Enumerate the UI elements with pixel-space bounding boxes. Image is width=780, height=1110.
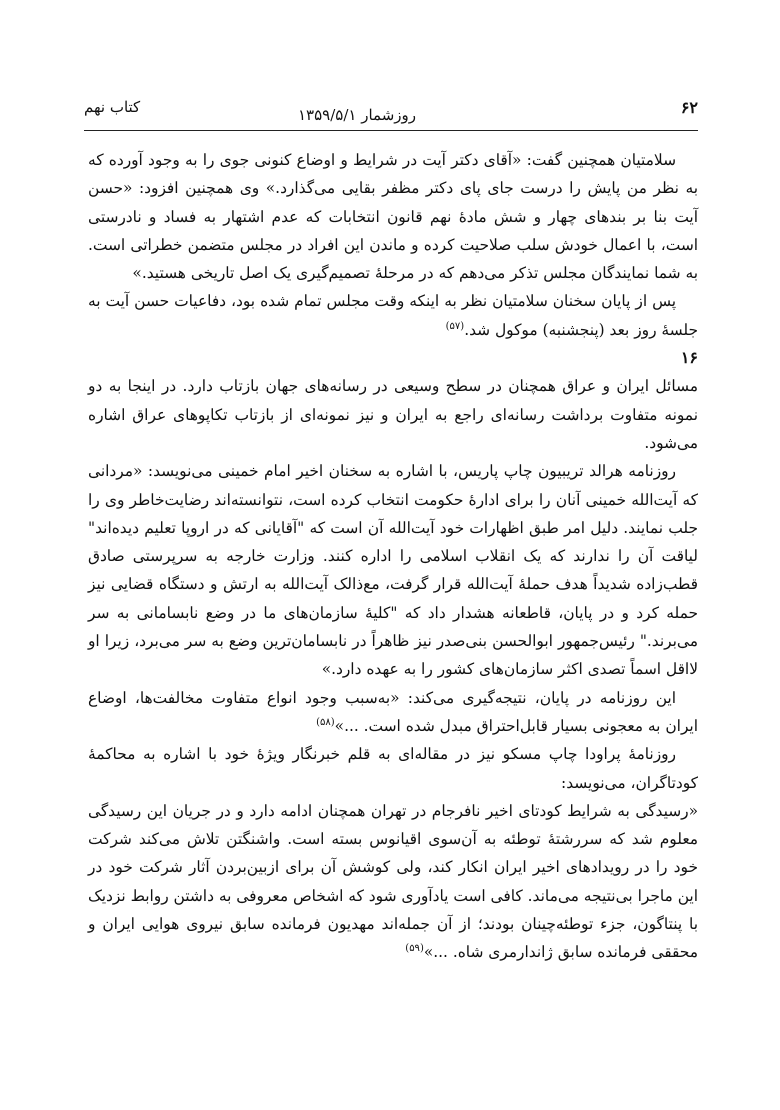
footnote-ref: (۵۷) <box>445 320 465 332</box>
paragraph: روزنامهٔ پراودا چاپ مسکو نیز در مقاله‌ای به قلم خبرنگار ویژهٔ خود با اشاره به محاکمهٔ کودتاگران، می‌نویسد: <box>88 745 698 792</box>
document-body <box>88 146 698 967</box>
footnote-ref: (۵۸) <box>316 716 335 728</box>
date-line: روزشمار ۱۳۵۹/۵/۱ <box>297 106 416 124</box>
paragraph: مسائل ایران و عراق همچنان در سطح وسیعی در رسانه‌های جهان بازتاب دارد. در اینجا به دو نمونه متفاوت برداشت رسانه‌ای راجع به ایران و نیز نمونه‌ای از بازتاب تکاپوهای عراق اشاره می‌شود. <box>88 377 698 452</box>
page-number: ۶۲ <box>680 98 698 117</box>
book-title: کتاب نهم <box>84 98 141 116</box>
header-rule <box>84 130 698 131</box>
section-number: ۱۶ <box>680 348 698 368</box>
footnote-ref: (۵۹) <box>405 943 424 955</box>
paragraph: سلامتیان همچنین گفت: «آقای دکتر آیت در شرایط و اوضاع کنونی جوی را به وجود آورده که به نظر من پایش را درست جای پای دکتر مظفر بقایی می‌گذارد.» وی همچنین افزود: «حسن آیت بنا بر بندهای چهار و شش مادهٔ نهم قانون انتخابات که عدم اشتهار به فساد و نادرستی است، با اعمال خودش سلب صلاحیت کرده و ماندن این افراد در مجلس متضمن خطراتی است. به شما نمایندگان مجلس تذکر می‌دهم که در مرحلهٔ تصمیم‌گیری یک اصل تاریخی هستید.» <box>88 151 698 283</box>
paragraph: پس از پایان سخنان سلامتیان نظر به اینکه وقت مجلس تمام شده بود، دفاعیات حسن آیت به جلسهٔ روز بعد (پنجشنبه) موکول شد.$^{(۵۷)}$ <box>88 292 698 339</box>
paragraph: «رسیدگی به شرایط کودتای اخیر نافرجام در تهران همچنان ادامه دارد و در جریان این رسیدگی معلوم شد که سررشتهٔ توطئه به آن‌سوی اقیانوس بسته است. واشنگتن تلاش می‌کند شرکت خود را در رویدادهای اخیر ایران انکار کند، ولی کوشش آن برای ازبین‌بردن آثار شرکت خود در این ماجرا بی‌نتیجه می‌ماند. کافی است یادآوری شود که اشخاص معروفی به داشتن روابط نزدیک با پنتاگون، جزء توطئه‌چینان بودند؛ از آن جمله‌اند مهدیون فرمانده سابق نیروی هوایی ایران و محققی فرمانده سابق ژاندارمری شاه. ...»$^{(۵۹)}$ <box>88 801 698 962</box>
paragraph: این روزنامه در پایان، نتیجه‌گیری می‌کند: «به‌سبب وجود انواع متفاوت مخالفت‌ها، اوضاع ایران به معجونی بسیار قابل‌احتراق مبدل شده است. ...»$^{(۵۸)}$ <box>88 688 698 735</box>
page-header <box>84 96 698 126</box>
paragraph: روزنامه هرالد تریبیون چاپ پاریس، با اشاره به سخنان اخیر امام خمینی می‌نویسد: «مردانی که آیت‌الله خمینی آنان را برای ادارهٔ حکومت انتخاب کرده است، نتوانسته‌اند رضایت‌خاطر وی را جلب نمایند. دلیل امر طبق اظهارات خود آیت‌الله آن است که "آقایانی که در اروپا تعلیم دیده‌اند" لیاقت آن را ندارند که یک انقلاب اسلامی را اداره کنند. وزارت خارجه به سرپرستی صادق قطب‌زاده شدیداً هدف حملهٔ آیت‌الله قرار گرفت، مع‌ذالک آیت‌الله به ارتش و دستگاه قضایی نیز حمله کرد و در پایان، قاطعانه هشدار داد که "کلیهٔ سازمان‌های ما در وضع نابسامانی به سر می‌برند." رئیس‌جمهور ابوالحسن بنی‌صدر نیز ظاهراً در نابسامان‌ترین وضع به سر می‌برد، زیرا او لااقل اسماً تصدی اکثر سازمان‌های کشور را به عهده دارد.» <box>88 462 698 679</box>
